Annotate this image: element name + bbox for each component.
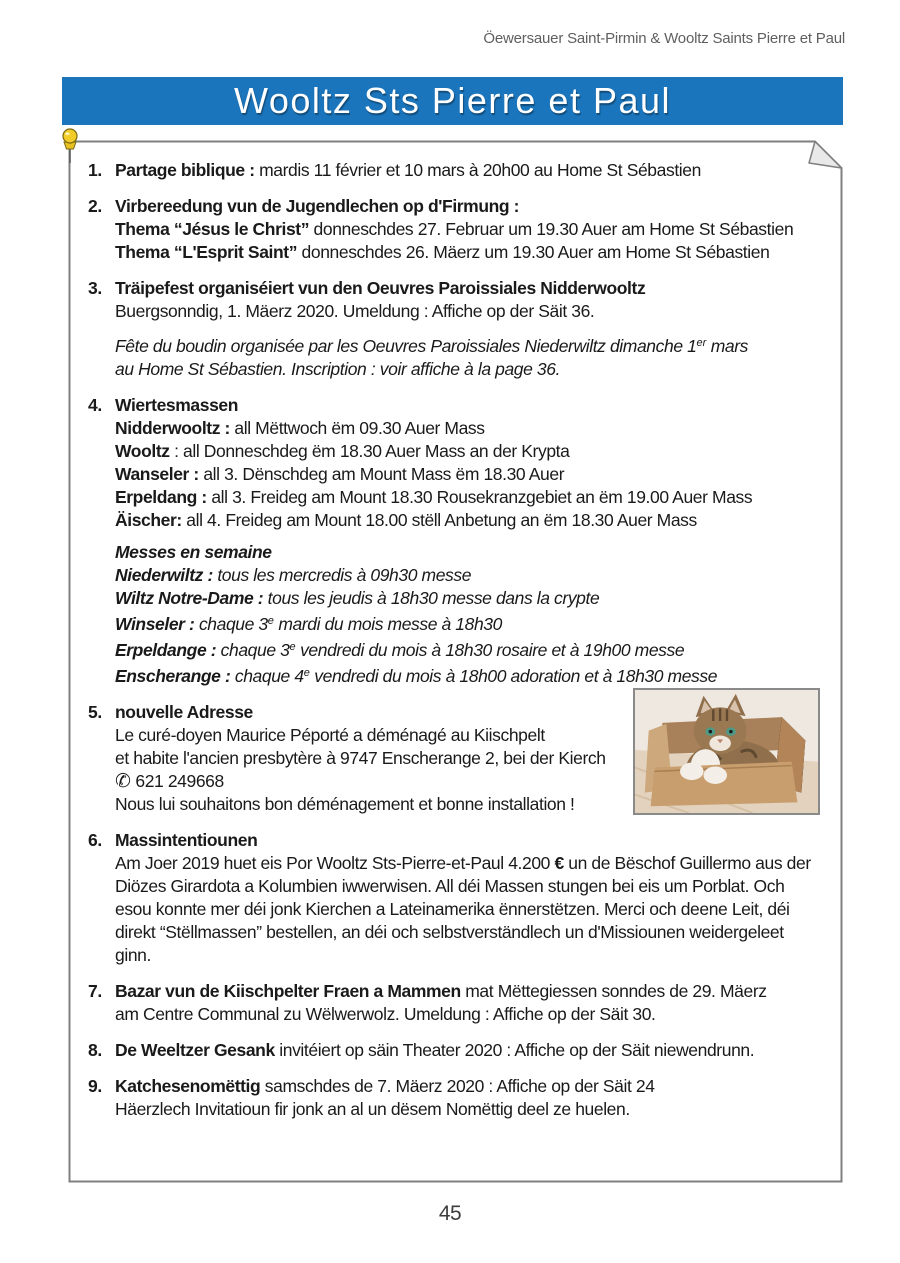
item-block <box>115 541 823 688</box>
note-box <box>68 140 843 1183</box>
text-segment: all 3. Freideg am Mount 18.30 Rousekranzgebiet an ëm 19.00 Auer Mass <box>206 487 753 507</box>
text-segment: Katchesenomëttig <box>115 1076 261 1096</box>
text-line <box>115 394 823 417</box>
text-segment: et habite l'ancien presbytère à 9747 Enscherange 2, bei der Kierch <box>115 748 606 768</box>
text-segment: Thema “L'Esprit Saint” <box>115 242 298 262</box>
item-list <box>88 159 823 1134</box>
text-line <box>115 793 635 816</box>
item-block <box>115 159 823 182</box>
text-segment: mardi du mois messe à 18h30 <box>273 614 502 634</box>
text-line <box>115 980 823 1003</box>
text-line <box>115 1003 823 1026</box>
text-segment: Virbereedung vun de Jugendlechen op d'Firmung : <box>115 196 520 216</box>
text-segment: De Weeltzer Gesank <box>115 1040 275 1060</box>
item-number: 6. <box>88 830 102 850</box>
title-banner <box>62 77 843 125</box>
page-title: Wooltz Sts Pierre et Paul <box>234 80 671 121</box>
text-segment: Nous lui souhaitons bon déménagement et bonne installation ! <box>115 794 575 814</box>
text-segment: Niederwiltz : <box>115 565 213 585</box>
text-segment: Am Joer 2019 huet eis Por Wooltz Sts-Pierre-et-Paul 4.200 <box>115 853 555 873</box>
item-body <box>115 195 823 264</box>
item-block <box>115 277 823 323</box>
text-segment: Thema “Jésus le Christ” <box>115 219 310 239</box>
text-line <box>115 509 823 532</box>
text-line <box>115 1098 823 1121</box>
text-line <box>115 852 823 967</box>
text-line <box>115 159 823 182</box>
text-line <box>115 277 823 300</box>
text-segment: Buergsonndig, 1. Mäerz 2020. Umeldung : Affiche op der Säit 36. <box>115 301 595 321</box>
item-block <box>115 332 823 381</box>
text-segment: Enscherange : <box>115 666 231 686</box>
text-segment: donneschdes 26. Mäerz um 19.30 Auer am Home St Sébastien <box>297 242 770 262</box>
text-segment: Massintentiounen <box>115 830 258 850</box>
list-item <box>88 195 823 264</box>
text-segment: mars <box>706 336 748 356</box>
text-segment: e <box>303 667 310 679</box>
list-item <box>88 980 823 1026</box>
item-block <box>115 394 823 532</box>
text-line <box>115 724 635 747</box>
text-segment: vendredi du mois à 18h30 rosaire et à 19h00 messe <box>295 640 685 660</box>
text-segment: Nidderwooltz : <box>115 418 230 438</box>
text-segment: er <box>696 337 707 349</box>
text-segment: vendredi du mois à 18h00 adoration et à 18h30 messe <box>309 666 718 686</box>
list-item <box>88 1039 823 1062</box>
list-item <box>88 1075 823 1121</box>
item-number: 1. <box>88 160 102 180</box>
text-segment: Wiertesmassen <box>115 395 239 415</box>
list-item <box>88 159 823 182</box>
text-line <box>115 486 823 509</box>
text-segment: mat Mëttegiessen sonndes de 29. Mäerz <box>460 981 767 1001</box>
item-body <box>115 980 823 1026</box>
item-body <box>115 159 823 182</box>
text-segment: un de Bëschof Guillermo aus der Diözes Girardota a Kolumbien iwwerwisen. All déi Massen stungen bei eis um Porblat. Och esou konnte mer déi jonk Kierchen a Lateinamerika ënnerstëtzen. Merci och deene Leit, déi direkt “Stëllmassen” bestellen, an déi och selbstverständlech un d'Missiounen weidergeleet ginn. <box>115 853 811 965</box>
item-number: 9. <box>88 1076 102 1096</box>
text-segment: invitéiert op säin Theater 2020 : Affiche op der Säit niewendrunn. <box>274 1040 755 1060</box>
item-body <box>115 394 823 688</box>
text-segment: am Centre Communal zu Wëlwerwolz. Umeldung : Affiche op der Säit 30. <box>115 1004 656 1024</box>
text-segment: all Mëttwoch ëm 09.30 Auer Mass <box>229 418 485 438</box>
text-segment: Häerzlech Invitatioun fir jonk an al un dësem Nomëttig deel ze huelen. <box>115 1099 630 1119</box>
list-item <box>88 277 823 381</box>
text-line <box>115 417 823 440</box>
text-segment: tous les jeudis à 18h30 messe dans la crypte <box>263 588 600 608</box>
text-segment: Erpeldange : <box>115 640 217 660</box>
text-line <box>115 610 823 636</box>
text-segment: chaque 3 <box>194 614 268 634</box>
item-block <box>115 980 823 1026</box>
text-segment: Bazar vun de Kiischpelter Fraen a Mammen <box>115 981 461 1001</box>
text-segment: Le curé-doyen Maurice Péporté a déménagé au Kiischpelt <box>115 725 545 745</box>
page-number: 45 <box>438 1202 462 1225</box>
text-line <box>115 241 823 264</box>
text-segment: samschdes de 7. Mäerz 2020 : Affiche op der Säit 24 <box>260 1076 655 1096</box>
item-body <box>115 829 823 967</box>
text-segment: Wiltz Notre-Dame : <box>115 588 264 608</box>
text-line <box>115 440 823 463</box>
text-line <box>115 1039 823 1062</box>
list-item <box>88 701 823 816</box>
list-item <box>88 829 823 967</box>
text-segment: € <box>554 853 564 873</box>
text-segment: Partage biblique : <box>115 160 255 180</box>
pushpin-head <box>63 129 77 143</box>
text-segment: mardis 11 février et 10 mars à 20h00 au Home St Sébastien <box>254 160 701 180</box>
text-segment: e <box>267 615 274 627</box>
text-segment: Fête du boudin organisée par les Oeuvres Paroissiales Niederwiltz dimanche 1 <box>115 336 697 356</box>
running-header: Öewersauer Saint-Pirmin & Wooltz Saints Pierre et Paul <box>483 30 845 47</box>
text-line <box>115 587 823 610</box>
text-segment: chaque 3 <box>216 640 290 660</box>
text-segment: 621 249668 <box>130 771 224 791</box>
item-block <box>115 1039 823 1062</box>
text-line <box>115 332 823 358</box>
list-item <box>88 394 823 688</box>
item-block <box>115 195 823 264</box>
text-segment: Wanseler : <box>115 464 199 484</box>
text-line <box>115 829 823 852</box>
text-line <box>115 770 635 793</box>
item-body <box>115 701 635 816</box>
text-segment: Träipefest organiséiert vun den Oeuvres Paroissiales Nidderwooltz <box>115 278 646 298</box>
text-segment: all 4. Freideg am Mount 18.00 stëll Anbetung an ëm 18.30 Auer Mass <box>181 510 697 530</box>
text-line <box>115 218 823 241</box>
text-line <box>115 701 635 724</box>
text-line <box>115 300 823 323</box>
text-segment: chaque 4 <box>230 666 304 686</box>
item-body <box>115 1039 823 1062</box>
text-segment: donneschdes 27. Februar um 19.30 Auer am Home St Sébastien <box>309 219 794 239</box>
text-segment: Messes en semaine <box>115 542 272 562</box>
item-block <box>115 701 635 816</box>
item-number: 7. <box>88 981 102 1001</box>
text-line <box>115 463 823 486</box>
text-segment: : all Donneschdeg ëm 18.30 Auer Mass an der Krypta <box>169 441 570 461</box>
text-line <box>115 747 635 770</box>
phone-icon: ✆ <box>115 771 131 792</box>
text-line <box>115 636 823 662</box>
item-body <box>115 277 823 381</box>
text-line <box>115 1075 823 1098</box>
text-line <box>115 564 823 587</box>
text-line <box>115 358 823 381</box>
text-line <box>115 662 823 688</box>
item-number: 8. <box>88 1040 102 1060</box>
item-block <box>115 829 823 967</box>
item-block <box>115 1075 823 1121</box>
item-number: 5. <box>88 702 102 722</box>
pushpin-icon <box>59 128 81 166</box>
text-segment: all 3. Dënschdeg am Mount Mass ëm 18.30 Auer <box>198 464 565 484</box>
text-line <box>115 195 823 218</box>
text-line <box>115 541 823 564</box>
item-body <box>115 1075 823 1121</box>
text-segment: Wooltz <box>115 441 170 461</box>
text-segment: Äischer: <box>115 510 182 530</box>
text-segment: Erpeldang : <box>115 487 207 507</box>
item-number: 4. <box>88 395 102 415</box>
text-segment: tous les mercredis à 09h30 messe <box>212 565 472 585</box>
text-segment: au Home St Sébastien. Inscription : voir affiche à la page 36. <box>115 359 561 379</box>
pushpin-highlight <box>65 132 69 135</box>
text-segment: Winseler : <box>115 614 195 634</box>
text-segment: nouvelle Adresse <box>115 702 253 722</box>
item-number: 2. <box>88 196 102 216</box>
text-segment: e <box>289 641 296 653</box>
item-number: 3. <box>88 278 102 298</box>
